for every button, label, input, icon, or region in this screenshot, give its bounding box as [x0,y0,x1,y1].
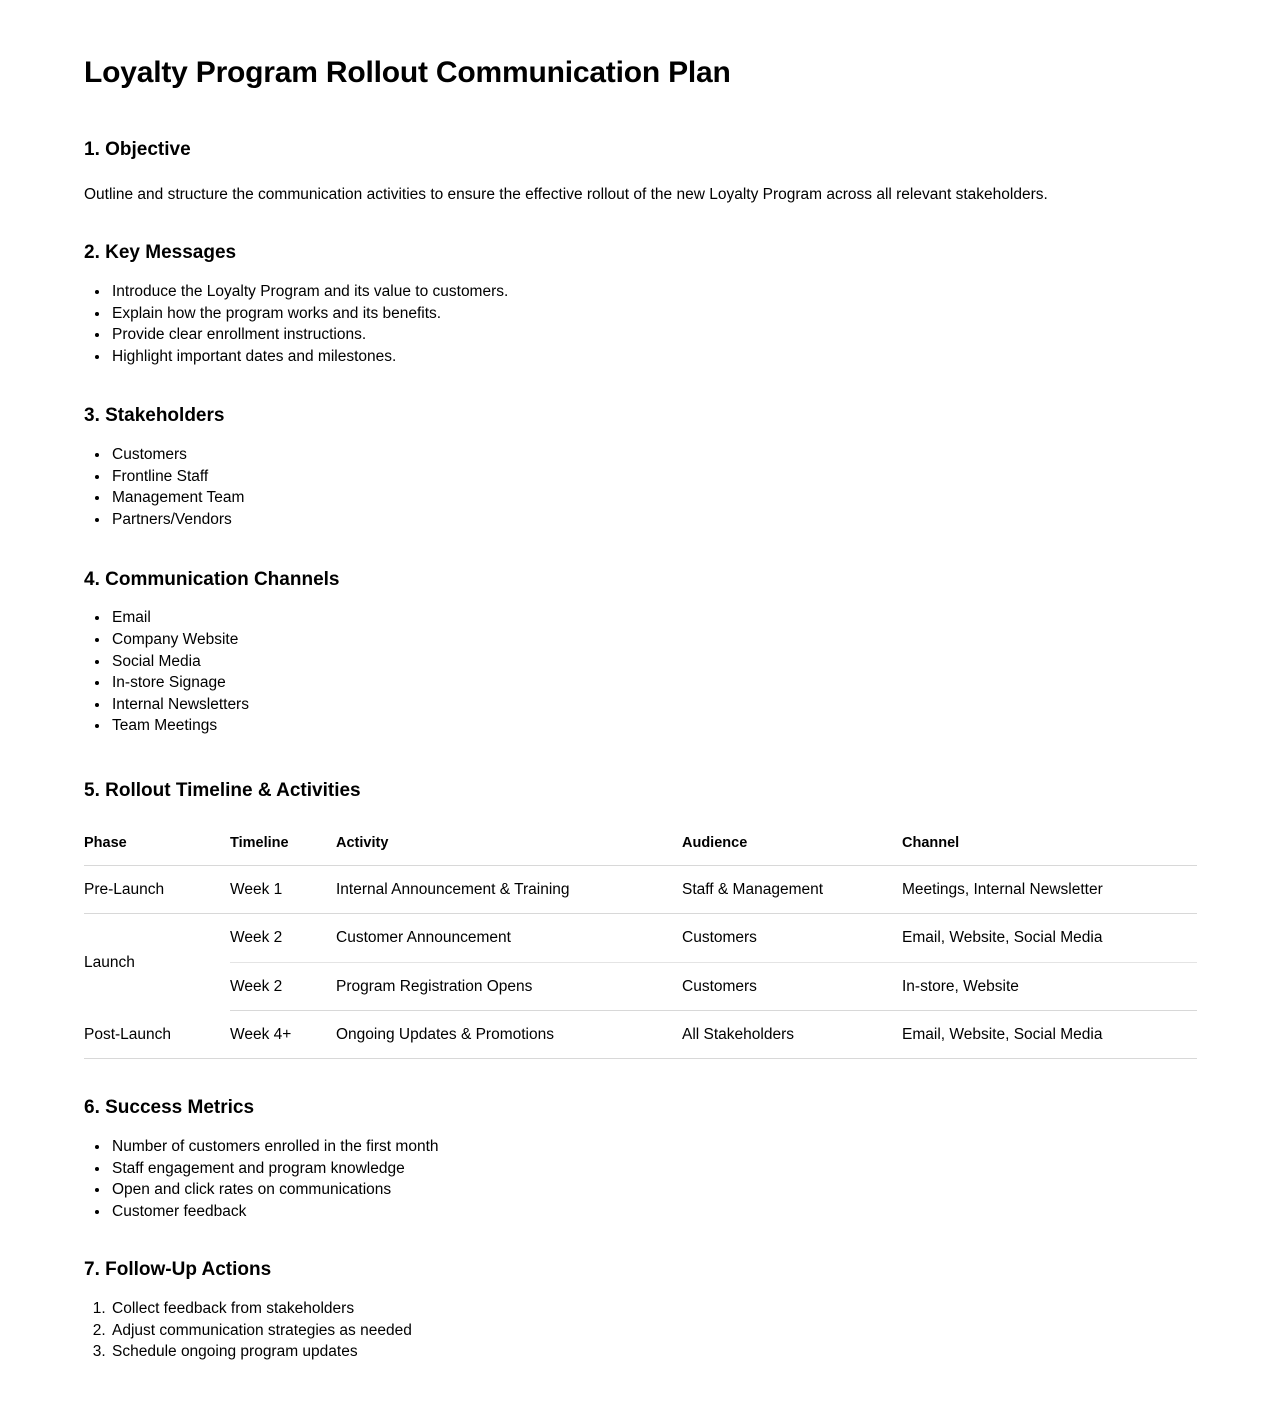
section-heading-rollout-timeline: 5. Rollout Timeline & Activities [84,779,361,801]
list-item: • Open and click rates on communications [110,1181,1194,1200]
section-heading-follow-up-actions: 7. Follow-Up Actions [84,1259,272,1281]
page-title: Loyalty Program Rollout Communication Plan [84,56,731,89]
section-objective [84,139,1194,206]
list-item: • Highlight important dates and milestones. [110,348,1194,367]
section-key-messages [84,242,1194,366]
section-rollout-timeline [84,780,1194,1059]
cell-audience: All Stakeholders [682,1010,902,1058]
list-item: • In-store Signage [110,674,1194,693]
column-header-phase: Phase [84,835,230,866]
column-header-channel: Channel [902,835,1197,866]
table-row [84,865,1197,913]
section-success-metrics [84,1097,1194,1221]
column-header-audience: Audience [682,835,902,866]
communication-channels-list [84,609,1194,736]
column-header-activity: Activity [336,835,682,866]
list-item: • Internal Newsletters [110,696,1194,715]
cell-activity: Customer Announcement [336,914,682,962]
list-item: • Team Meetings [110,717,1194,736]
list-item: • Management Team [110,489,1194,508]
cell-channel: Meetings, Internal Newsletter [902,865,1197,913]
cell-audience: Staff & Management [682,865,902,913]
cell-channel: Email, Website, Social Media [902,914,1197,962]
list-item: • Explain how the program works and its benefits. [110,305,1194,324]
cell-activity: Program Registration Opens [336,962,682,1010]
table-row [84,914,1197,962]
column-header-timeline: Timeline [230,835,336,866]
cell-phase: Launch [84,953,135,971]
list-item: • Partners/Vendors [110,511,1194,530]
list-item: • Social Media [110,653,1194,672]
section-stakeholders [84,405,1194,529]
list-item: • Staff engagement and program knowledge [110,1160,1194,1179]
cell-activity: Internal Announcement & Training [336,865,682,913]
table-header-row [84,835,1197,866]
list-item: • Customer feedback [110,1203,1194,1222]
cell-channel: In-store, Website [902,962,1197,1010]
rollout-timeline-table [84,835,1197,1060]
key-messages-list [84,283,1194,366]
table-row [84,962,1197,1010]
section-follow-up-actions [84,1259,1194,1362]
table-row [84,1010,1197,1058]
section-heading-stakeholders: 3. Stakeholders [84,405,225,427]
list-item: 3. Schedule ongoing program updates [110,1343,1194,1362]
list-item: • Introduce the Loyalty Program and its value to customers. [110,283,1194,302]
section-heading-success-metrics: 6. Success Metrics [84,1097,255,1119]
success-metrics-list [84,1138,1194,1221]
section-communication-channels [84,569,1194,736]
section-heading-key-messages: 2. Key Messages [84,242,237,264]
section-heading-communication-channels: 4. Communication Channels [84,568,340,590]
cell-phase: Post-Launch [84,1010,230,1058]
objective-body-text: Outline and structure the communication activities to ensure the effective rollout of the new Loyalty Program across all relevant stakeholders. [84,185,1048,203]
cell-audience: Customers [682,962,902,1010]
list-item: 1. Collect feedback from stakeholders [110,1300,1194,1319]
cell-timeline: Week 2 [230,914,336,962]
list-item: 2. Adjust communication strategies as needed [110,1322,1194,1341]
cell-activity: Ongoing Updates & Promotions [336,1010,682,1058]
stakeholders-list [84,446,1194,529]
list-item: • Email [110,609,1194,628]
cell-phase: Pre-Launch [84,865,230,913]
cell-audience: Customers [682,914,902,962]
list-item: • Number of customers enrolled in the first month [110,1138,1194,1157]
list-item: • Customers [110,446,1194,465]
section-heading-objective: 1. Objective [84,139,191,160]
list-item: • Provide clear enrollment instructions. [110,326,1194,345]
list-item: • Frontline Staff [110,468,1194,487]
cell-timeline: Week 1 [230,865,336,913]
cell-timeline: Week 2 [230,962,336,1010]
follow-up-actions-list [84,1300,1194,1362]
cell-timeline: Week 4+ [230,1010,336,1058]
cell-channel: Email, Website, Social Media [902,1010,1197,1058]
list-item: • Company Website [110,631,1194,650]
